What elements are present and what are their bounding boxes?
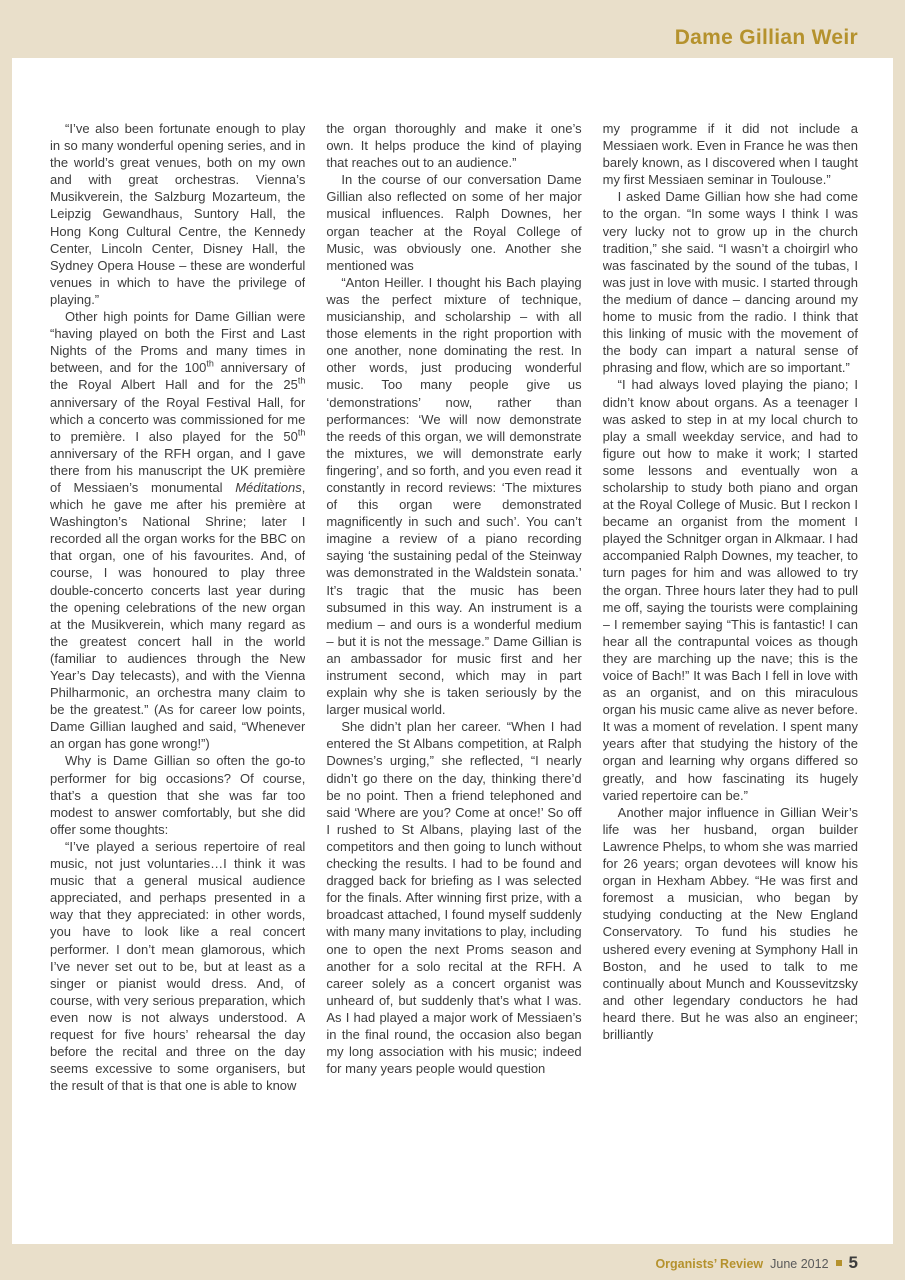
paragraph: She didn’t plan her career. “When I had entered the St Albans competition, at Ralph Downes’s urging,” she reflected, “I nearly didn’t go there on the day, thinking there’d be no point. Then a friend telephoned and said ‘Where are you? Come at once!’ So off I rushed to St Albans, playing last of the competitors and then going to lunch without checking the results. I had to be found and dragged back for briefing as I was selected for the finals. After winning first prize, with a broadcast attached, I found myself suddenly with many many invitations to play, including one to open the next Proms season and another for a solo recital at the RFH. A career solely as a concert organist was unheard of, but suddenly that’s what I was. As I had played a major work of Messiaen’s in the final round, the occasion also began my long association with his music; indeed for many years people would question <box>326 719 582 1077</box>
footer-square-bullet-icon <box>836 1260 842 1266</box>
paragraph: In the course of our conversation Dame Gillian also reflected on some of her major musical influences. Ralph Downes, her organ teacher at the Royal College of Music, was obviously one. Another she mentioned was <box>326 172 582 273</box>
footer-brand: Organists’ Review <box>655 1257 764 1271</box>
paragraph: “I’ve played a serious repertoire of real music, not just voluntaries…I think it was music that a general musical audience appreciated, and perhaps presented in a way that they appreciated: in other words, you have to look like a real concert performer. I don’t mean glamorous, which I’ve never set out to be, but at least as a singer or pianist would dress. And, of course, with very serious preparation, which even now is not always understood. A request for five hours’ rehearsal the day before the recital and three on the day seems excessive to some organisers, but the result of that is that one is able to know <box>50 838 306 1094</box>
text-column-3 <box>603 120 858 1242</box>
footer-issue: June 2012 <box>770 1257 829 1271</box>
paragraph: my programme if it did not include a Messiaen work. Even in France he was then barely known, as I discovered when I taught my first Messiaen seminar in Toulouse.” <box>602 121 858 188</box>
text-column-1 <box>50 120 305 1242</box>
paragraph: Other high points for Dame Gillian were “having played on both the First and Last Nights of the Proms and many times in between, and for the 100th anniversary of the Royal Albert Hall and for the 25th anniversary of the Royal Festival Hall, for which a concerto was commissioned for me to première. I also played for the 50th anniversary of the RFH organ, and I gave there from his manuscript the UK première of Messiaen’s monumental Méditations, which he gave me after his première at Washington’s National Shrine; later I recorded all the organ works for the BBC on that organ, one of his favourites. And, of course, I was honoured to play three double-concerto concerts last year during the opening celebrations of the new organ at the Musikverein, which many regard as the greatest concert hall in the world (familiar to audiences through the New Year’s Day telecasts), and with the Vienna Philharmonic, an orchestra many claim to be the greatest.” (As for career low points, Dame Gillian laughed and said, “Whenever an organ has gone wrong!”) <box>50 309 306 752</box>
page-header <box>0 0 858 56</box>
paragraph: “Anton Heiller. I thought his Bach playing was the perfect mixture of technique, musicianship, and scholarship – with all those elements in the right proportion with one another, none dominating the rest. In other words, just producing wonderful music. Too many people give us ‘demonstrations’ now, rather than performances: ‘We will now demonstrate the reeds of this organ, we will demonstrate the mixtures, we will demonstrate early fingering’, and so forth, and you even read it constantly in record reviews: ‘The mixtures of this organ were demonstrated magnificently in such and such’. You can’t imagine a review of a piano recording saying ‘the sustaining pedal of the Steinway was demonstrated in the Waldstein sonata.’ It’s tragic that the music has been subsumed in this way. An instrument is a medium – and ours is a wonderful medium – but it is not the message.” Dame Gillian is an ambassador for music first and her instrument second, which may in part explain why she is taken seriously by the larger musical world. <box>326 274 582 718</box>
paragraph: Another major influence in Gillian Weir’s life was her husband, organ builder Lawrence Phelps, to whom she was married for 26 years; organ devotees will know his organ in Hexham Abbey. “He was first and foremost a musician, who began by studying conducting at the New England Conservatory. To fund his studies he ushered every evening at Symphony Hall in Boston, and he used to talk to me continually about Munch and Koussevitzsky and other legendary conductors he had heard there. But he was also an engineer; brilliantly <box>602 804 858 1042</box>
page-footer <box>655 1253 858 1273</box>
text-column-2 <box>326 120 581 1242</box>
article-body <box>50 120 858 1242</box>
paragraph: Why is Dame Gillian so often the go-to performer for big occasions? Of course, that’s a question that she was far too modest to answer comfortably, but she did offer some thoughts: <box>50 753 306 837</box>
footer-page-number: 5 <box>848 1253 858 1272</box>
paragraph: “I’ve also been fortunate enough to play in so many wonderful opening series, and in the world’s great venues, both on my own and with great orchestras. Vienna’s Musikverein, the Salzburg Mozarteum, the Leipzig Gewandhaus, Suntory Hall, the Hong Kong Cultural Centre, the Kennedy Center, Lincoln Center, Disney Hall, the Sydney Opera House – these are wonderful venues in which to have the privilege of playing.” <box>50 121 306 307</box>
paragraph: I asked Dame Gillian how she had come to the organ. “In some ways I think I was very lucky not to grow up in the church tradition,” she said. “I wasn’t a choirgirl who was fascinated by the sound of the tubas, I was just in love with music. I started through the medium of dance – dancing around my home to music from the radio. I think that this linking of music with the movement of the body can impart a natural sense of phrasing and flow, which are so important.” <box>602 189 858 376</box>
article-title: Dame Gillian Weir <box>674 26 858 49</box>
paragraph: “I had always loved playing the piano; I didn’t know about organs. As a teenager I was asked to step in at my local church to play a small weekday service, and had to figure out how to make it work; I started some lessons and eventually won a scholarship to study both piano and organ at the Royal College of Music. But I reckon I became an organist from the moment I played the Schnitger organ in Alkmaar. I had accompanied Ralph Downes, my teacher, to turn pages for him and was allowed to try the organ. Three hours later they had to pull me off, saying the tourists were complaining – I remember saying “This is fantastic! I can hear all the contrapuntal voices as though they are marching up the nave; this is the voice of Bach!” It was Bach I fell in love with as an organist, and on this miraculous organ his music came alive as never before. It was a moment of revelation. I spent many years after that studying the history of the organ and learning why organs differed so greatly, and how fascinating its hugely varied repertoire can be.” <box>602 377 858 803</box>
paragraph: the organ thoroughly and make it one’s own. It helps produce the kind of playing that reaches out to an audience.” <box>326 121 582 171</box>
